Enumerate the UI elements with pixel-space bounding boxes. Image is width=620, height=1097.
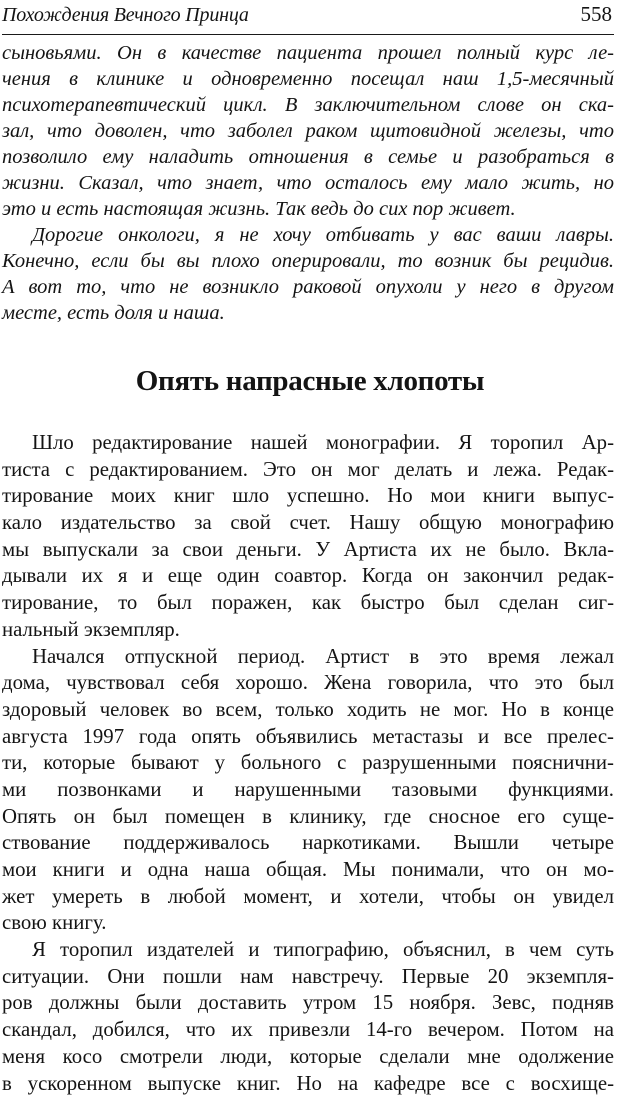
text-line: кало издательство за свой счет. Нашу общую монографию: [2, 510, 614, 537]
text-line: месте, есть доля и наша.: [2, 300, 614, 326]
text-line: Шло редактирование нашей монографии. Я торопил Ар-: [2, 430, 614, 457]
text-line: нальный экземпляр.: [2, 617, 614, 644]
text-line: августа 1997 года опять объявились метастазы и все прелес-: [2, 724, 614, 751]
text-line: ти, которые бывают у больного с разрушенными пояснични-: [2, 750, 614, 777]
intro-italic-text: [2, 40, 614, 326]
text-line: ствование поддерживалось наркотиками. Вышли четыре: [2, 830, 614, 857]
text-line: жет умереть в любой момент, и хотели, чтобы он увидел: [2, 884, 614, 911]
text-line: жизни. Сказал, что знает, что осталось ему мало жить, но: [2, 170, 614, 196]
text-line: ситуации. Они пошли нам навстречу. Первые 20 экземпля-: [2, 964, 614, 991]
text-line: мои книги и одна наша общая. Мы понимали, что он мо-: [2, 857, 614, 884]
text-line: меня косо смотрели люди, которые сделали мне одолжение: [2, 1044, 614, 1071]
text-line: здоровый человек во всем, только ходить не мог. Но в конце: [2, 697, 614, 724]
text-line: ров должны были доставить утром 15 ноября. Зевс, подняв: [2, 990, 614, 1017]
text-line: Я торопил издателей и типографию, объяснил, в чем суть: [2, 937, 614, 964]
text-line: Дорогие онкологи, я не хочу отбивать у вас ваши лавры.: [2, 222, 614, 248]
text-line: зал, что доволен, что заболел раком щитовидной железы, что: [2, 118, 614, 144]
text-line: тирование моих книг шло успешно. Но мои книги выпус-: [2, 483, 614, 510]
running-header: [2, 0, 614, 35]
text-line: в ускоренном выпуске книг. Но на кафедре все с восхище-: [2, 1071, 614, 1097]
text-line: свою книгу.: [2, 910, 614, 937]
text-line: это и есть настоящая жизнь. Так ведь до сих пор живет.: [2, 196, 614, 222]
text-line: мы выпускали за свои деньги. У Артиста их не было. Вкла-: [2, 537, 614, 564]
text-line: психотерапевтический цикл. В заключительном слове он ска-: [2, 92, 614, 118]
text-line: Опять он был помещен в клинику, где сносное его суще-: [2, 804, 614, 831]
text-line: скандал, добился, что их привезли 14-го вечером. Потом на: [2, 1017, 614, 1044]
running-title: Похождения Вечного Принца: [2, 4, 249, 27]
text-line: сыновьями. Он в качестве пациента прошел полный курс ле-: [2, 40, 614, 66]
text-line: позволило ему наладить отношения в семье и разобраться в: [2, 144, 614, 170]
text-line: ми позвонками и нарушенными тазовыми функциями.: [2, 777, 614, 804]
text-line: А вот то, что не возникло раковой опухоли у него в другом: [2, 274, 614, 300]
text-line: чения в клинике и одновременно посещал наш 1,5-месячный: [2, 66, 614, 92]
text-line: Начался отпускной период. Артист в это время лежал: [2, 644, 614, 671]
section-body-text: [2, 430, 614, 1097]
section-title: Опять напрасные хлопоты: [0, 365, 620, 398]
text-line: дома, чувствовал себя хорошо. Жена говорила, что это был: [2, 670, 614, 697]
text-line: дывали их я и еще один соавтор. Когда он закончил редак-: [2, 563, 614, 590]
page-number: 558: [581, 2, 613, 27]
text-line: тирование, то был поражен, как быстро был сделан сиг-: [2, 590, 614, 617]
text-line: Конечно, если бы вы плохо оперировали, то возник бы рецидив.: [2, 248, 614, 274]
text-line: тиста с редактированием. Это он мог делать и лежа. Редак-: [2, 457, 614, 484]
